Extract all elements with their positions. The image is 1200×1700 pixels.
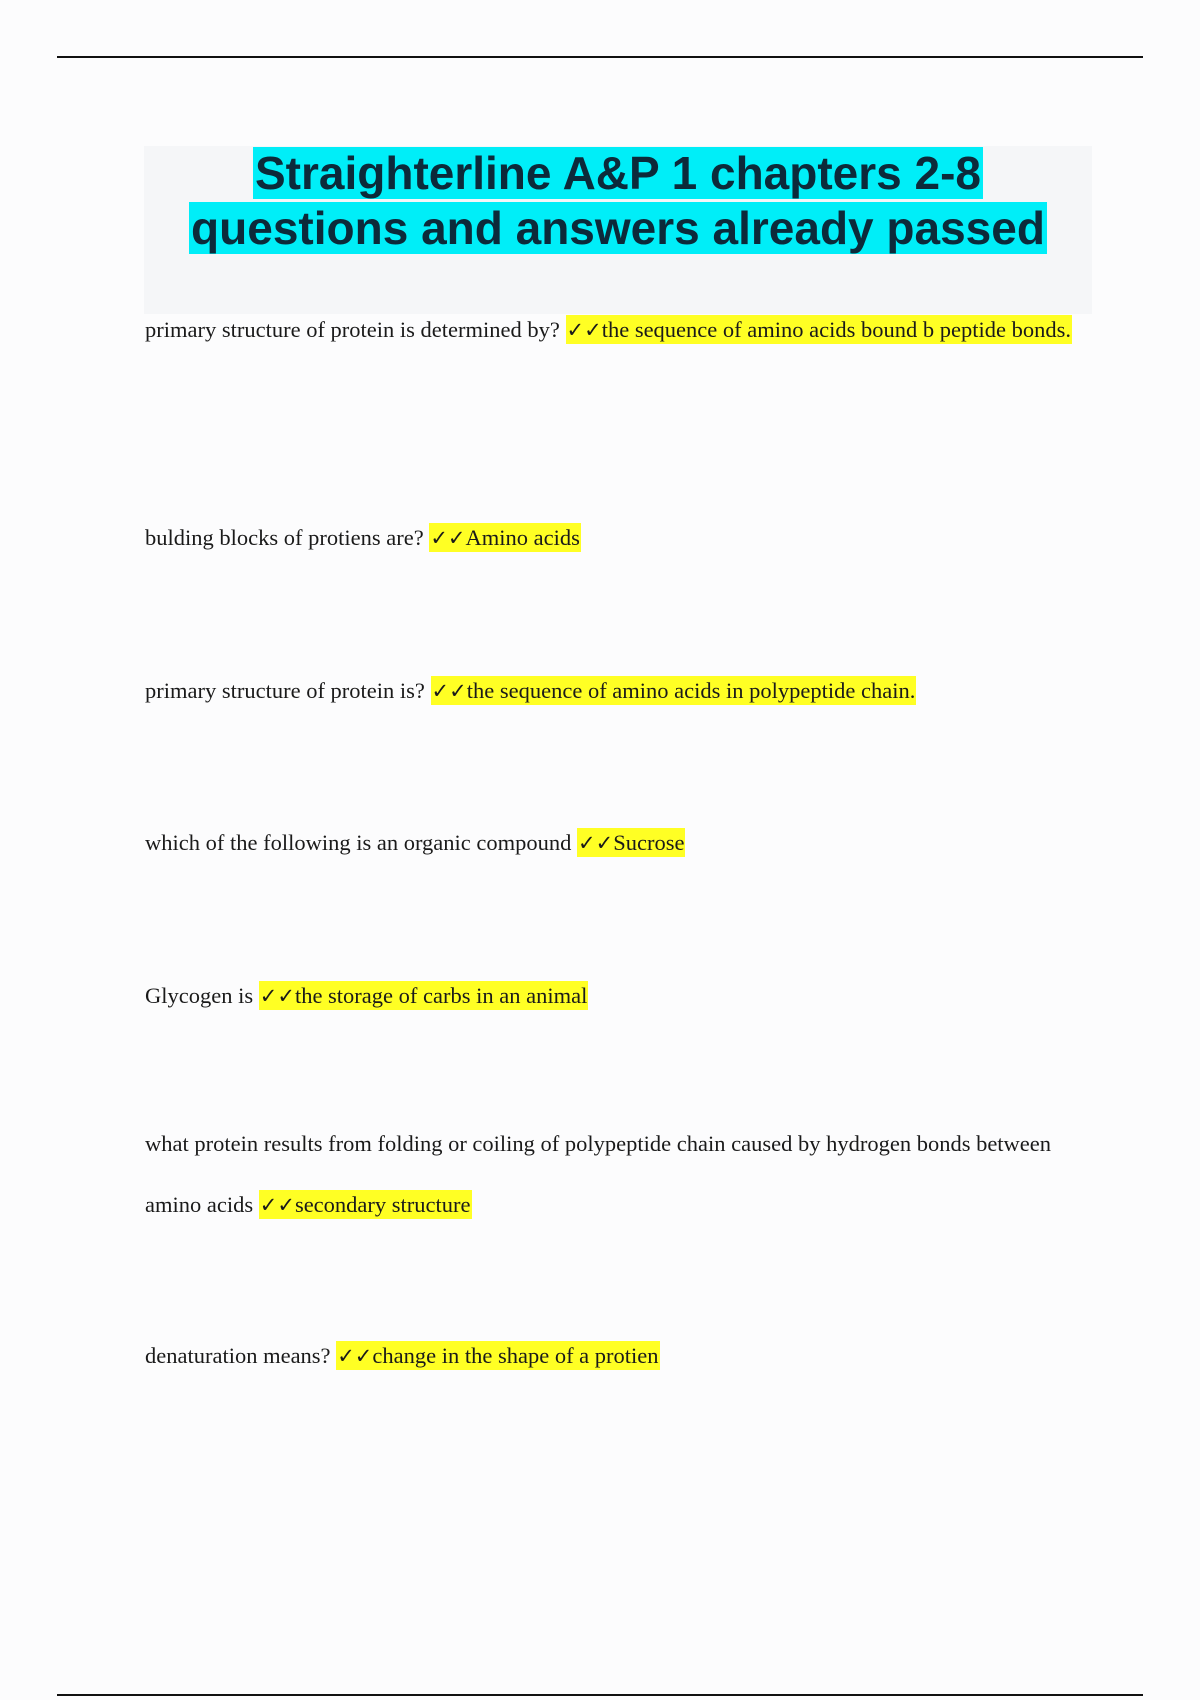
checkmark-icon: ✓✓ — [578, 831, 614, 855]
checkmark-icon: ✓✓ — [431, 679, 467, 703]
answer-highlight — [259, 981, 589, 1010]
qa-item-3 — [145, 660, 1085, 722]
title-line-2 — [144, 201, 1092, 255]
answer-text: Amino acids — [465, 525, 580, 550]
bottom-divider — [57, 1694, 1143, 1696]
title-text-1: Straighterline A&P 1 chapters 2-8 — [254, 147, 982, 199]
question-text: denaturation means? — [145, 1343, 337, 1368]
qa-item-7 — [145, 1325, 1085, 1387]
answer-text: the storage of carbs in an animal — [294, 983, 588, 1008]
answer-text: secondary structure — [294, 1192, 471, 1217]
checkmark-icon: ✓✓ — [259, 1193, 295, 1217]
qa-item-2 — [145, 507, 1085, 569]
question-text: Glycogen is — [145, 983, 259, 1008]
answer-highlight — [566, 315, 1072, 344]
title-block — [144, 146, 1092, 314]
answer-highlight — [259, 1190, 472, 1219]
answer-highlight — [431, 676, 917, 705]
checkmark-icon: ✓✓ — [337, 1344, 373, 1368]
title-text-2: questions and answers already passed — [191, 202, 1045, 254]
question-text: what protein results from folding or coiling of polypeptide chain caused by hydrogen bonds between amino acids — [145, 1131, 1052, 1217]
answer-text: the sequence of amino acids in polypeptide chain. — [466, 678, 916, 703]
question-text: primary structure of protein is? — [145, 678, 431, 703]
checkmark-icon: ✓✓ — [566, 318, 602, 342]
answer-text: change in the shape of a protien — [372, 1343, 659, 1368]
answer-highlight — [429, 523, 581, 552]
qa-item-1 — [145, 299, 1085, 361]
answer-text: the sequence of amino acids bound b peptide bonds. — [601, 317, 1071, 342]
qa-item-4 — [145, 812, 1085, 874]
checkmark-icon: ✓✓ — [430, 526, 466, 550]
title-line-1 — [144, 146, 1092, 200]
answer-highlight — [336, 1341, 659, 1370]
question-text: bulding blocks of protiens are? — [145, 525, 430, 550]
qa-item-6 — [145, 1113, 1085, 1236]
answer-text: Sucrose — [613, 830, 685, 855]
question-text: primary structure of protein is determined by? — [145, 317, 566, 342]
answer-highlight — [577, 828, 685, 857]
checkmark-icon: ✓✓ — [259, 984, 295, 1008]
question-text: which of the following is an organic compound — [145, 830, 578, 855]
qa-item-5 — [145, 965, 1085, 1027]
top-divider — [57, 56, 1143, 58]
